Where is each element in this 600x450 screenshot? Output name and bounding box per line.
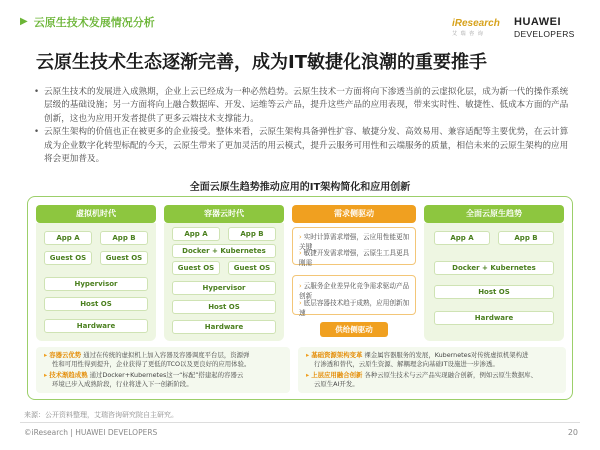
- source-note: 来源：公开资料整理，艾瑞咨询研究院自主研究。: [24, 411, 178, 419]
- demand-box: [292, 227, 416, 265]
- note-line: 云原生AI开发。: [314, 380, 359, 389]
- bullet-item: [34, 126, 574, 166]
- notes-left: [36, 347, 290, 393]
- supply-box: [292, 275, 416, 315]
- supply-line: › 云服务企业差异化竞争需求驱动产品创新: [299, 282, 410, 300]
- guest-os-box: Guest OS: [44, 251, 92, 265]
- arrow-right-icon: ›: [299, 282, 302, 290]
- app-a-box: App A: [44, 231, 92, 245]
- hardware-box: Hardware: [44, 319, 148, 333]
- demand-line: › 敏捷开发需求增强，云原生工具更具刚需: [299, 249, 410, 267]
- hardware-box: Hardware: [172, 320, 276, 334]
- docker-kubernetes-box: Docker + Kubernetes: [172, 244, 276, 258]
- column-body: [292, 223, 416, 341]
- hypervisor-box: Hypervisor: [44, 277, 148, 291]
- supply-side-head: 供给侧驱动: [320, 322, 388, 337]
- bullet-dot-icon: •: [34, 87, 40, 97]
- arrow-right-icon: ›: [299, 299, 302, 307]
- note-line: 性和可用性得到提升，企业获得了更低的TCO以及更良好的应用体验。: [52, 360, 251, 369]
- diagram-title: 全面云原生趋势推动应用的IT架构简化和应用创新: [189, 182, 411, 193]
- note-line: ▸ 基础资源架构变革 裸金属容器服务的发展，Kubernetes对传统虚拟机架构进: [306, 351, 529, 359]
- app-b-box: App B: [100, 231, 148, 245]
- note-line: 行渗透和替代，云原生资源、解耦理念向基础IT设施进一步渗透。: [314, 360, 499, 369]
- arrow-right-icon: ›: [299, 233, 302, 241]
- column-head: 虚拟机时代: [36, 205, 156, 223]
- page-title: 云原生技术生态逐渐完善，成为IT敏捷化浪潮的重要推手: [36, 52, 487, 73]
- column-head: 容器云时代: [164, 205, 284, 223]
- arrow-right-icon: ▸: [306, 371, 312, 379]
- app-b-box: App B: [498, 231, 554, 245]
- section-label: 云原生技术发展情况分析: [33, 16, 155, 29]
- bullet-list: [34, 86, 574, 166]
- huawei-developers-logo: [514, 16, 575, 39]
- app-a-box: App A: [172, 227, 220, 241]
- bullet-text: 云原生技术的发展进入成熟期，企业上云已经成为一种必然趋势。云原生技术一方面将向下渗透当前的云虚拟化层，成为新一代的操作系统层级的基础设施；另一方面将向上融合数据库、开发、运维等云产品，提升这些产品的应用表现，带来实时性、敏捷性、低成本方面的产品创新，这也为应用开发者提供了更多云端技术支撑能力。: [44, 87, 569, 124]
- arrow-right-icon: ▸: [44, 371, 50, 379]
- chevron-right-icon: ▶: [20, 16, 28, 27]
- iresearch-logo-text: iResearch: [452, 18, 500, 29]
- hardware-box: Hardware: [434, 311, 554, 325]
- iresearch-logo-subtext: 艾 瑞 咨 询: [452, 31, 484, 37]
- host-os-box: Host OS: [44, 297, 148, 311]
- arrow-right-icon: ›: [299, 249, 302, 257]
- column-cloud-native-trend: [424, 205, 564, 341]
- page-number: 20: [567, 428, 578, 437]
- column-body: [36, 223, 156, 341]
- note-line: ▸ 技术渐趋成熟 通过Docker+Kubernetes这一“标配”搭建起的容器云: [44, 371, 244, 379]
- guest-os-box: Guest OS: [100, 251, 148, 265]
- guest-os-box: Guest OS: [172, 261, 220, 275]
- footer-copyright: ©iResearch | HUAWEI DEVELOPERS: [24, 428, 158, 437]
- column-drivers: [292, 205, 416, 341]
- bullet-text: 云原生架构的价值也正在被更多的企业接受。整体来看，云原生架构具备弹性扩容、敏捷分发、高效易用、兼容适配等主要优势，在云计算成为企业数字化转型标配的今天，云原生带来了更加灵活的用云模式，提升云服务可用性和云端服务的质量，相信未来的云原生架构的应用将会更加普及。: [44, 127, 569, 165]
- section-tag: [20, 14, 155, 30]
- host-os-box: Host OS: [434, 285, 554, 299]
- bullet-item: [34, 86, 574, 126]
- docker-kubernetes-box: Docker + Kubernetes: [434, 261, 554, 275]
- column-head: 全面云原生趋势: [424, 205, 564, 223]
- note-line: ▸ 容器云优势 通过在传统的虚拟机上加入容器及容器调度平台层，资源弹: [44, 351, 250, 359]
- architecture-diagram: [27, 196, 573, 400]
- column-container-era: [164, 205, 284, 341]
- guest-os-box: Guest OS: [228, 261, 276, 275]
- note-line: 环境已步入成熟阶段，行业将进入下一创新阶段。: [52, 380, 193, 389]
- arrow-right-icon: ▸: [44, 351, 50, 359]
- column-vm-era: [36, 205, 156, 341]
- iresearch-logo: [452, 18, 502, 37]
- developers-logo-text: DEVELOPERS: [514, 29, 575, 39]
- supply-line: › 底层容器技术趋于成熟，应用创新加速: [299, 299, 410, 317]
- arrow-right-icon: ▸: [306, 351, 312, 359]
- app-b-box: App B: [228, 227, 276, 241]
- column-body: [164, 223, 284, 341]
- demand-line: › 实时计算需求增强，云应用性能更加关键: [299, 233, 410, 251]
- app-a-box: App A: [434, 231, 490, 245]
- footer-divider: [20, 422, 580, 423]
- huawei-logo-text: HUAWEI: [514, 16, 561, 28]
- host-os-box: Host OS: [172, 300, 276, 314]
- note-line: ▸ 上层应用融合创新 各种云原生技术与云产品实现融合创新，例如云原生数据库、: [306, 371, 537, 379]
- notes-right: [298, 347, 566, 393]
- hypervisor-box: Hypervisor: [172, 281, 276, 295]
- column-body: [424, 223, 564, 341]
- column-head: 需求侧驱动: [292, 205, 416, 223]
- bullet-dot-icon: •: [34, 127, 40, 138]
